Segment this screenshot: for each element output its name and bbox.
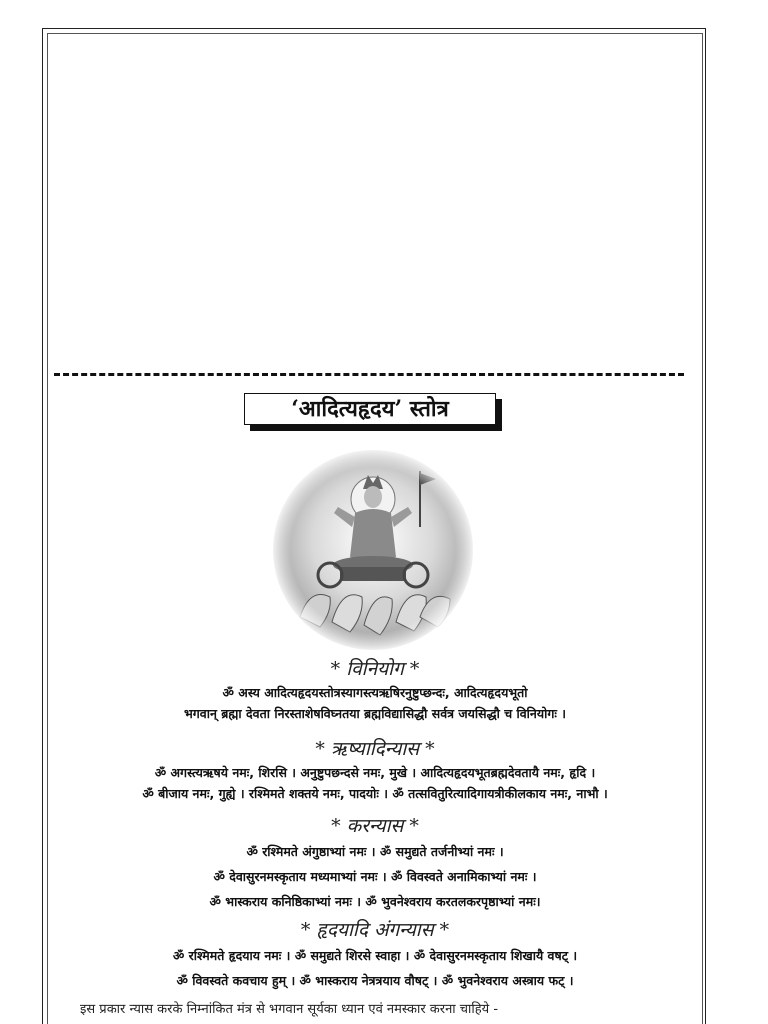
rishyadi-nyas-section — [48, 736, 702, 804]
title-box — [244, 393, 502, 431]
karanyas-line-3: ॐ भास्कराय कनिष्ठिकाभ्यां नमः । ॐ भुवनेश्वराय करतलकरपृष्ठाभ्यां नमः। — [209, 894, 541, 909]
karanyas-line-2: ॐ देवासुरनमस्कृताय मध्यमाभ्यां नमः । ॐ विवस्वते अनामिकाभ्यां नमः । — [213, 869, 537, 884]
dashed-cut-line — [54, 373, 684, 376]
rishyadi-nyas-line-2: ॐ बीजाय नमः, गुह्ये । रश्मिमते शक्तये नमः, पादयोः । ॐ तत्सवितुरित्यादिगायत्रीकीलकाय नमः, नाभौ । — [142, 786, 608, 801]
closing-instruction: इस प्रकार न्यास करके निम्नांकित मंत्र से भगवान सूर्यका ध्यान एवं नमस्कार करना चाहिये - — [80, 1002, 499, 1017]
hridayadi-angnyas-heading: * हृदयादि अंगन्यास * — [300, 919, 450, 941]
karanyas-heading: * करन्यास * — [331, 815, 419, 837]
viniyog-line-1: ॐ अस्य आदित्यहृदयस्तोत्रस्यागस्त्यऋषिरनुष्टुप्छन्दः, आदित्यहृदयभूतो — [222, 685, 528, 700]
rishyadi-nyas-heading: * ऋष्यादिन्यास * — [315, 738, 435, 760]
page-title: ‘आदित्यहृदय’ स्तोत्र — [244, 393, 496, 425]
surya-deity-image — [270, 447, 476, 653]
viniyog-line-2: भगवान् ब्रह्मा देवता निरस्ताशेषविघ्नतया ब्रह्मविद्यासिद्धौ सर्वत्र जयसिद्धौ च विनियोगः । — [183, 706, 566, 721]
karanyas-section — [48, 813, 702, 914]
hridayadi-angnyas-line-1: ॐ रश्मिमते हृदयाय नमः । ॐ समुद्यते शिरसे स्वाहा । ॐ देवासुरनमस्कृताय शिखायै वषट् । — [172, 948, 578, 963]
hridayadi-angnyas-section — [48, 917, 702, 993]
rishyadi-nyas-line-1: ॐ अगस्त्यऋषये नमः, शिरसि । अनुष्टुपछन्दसे नमः, मुखे । आदित्यहृदयभूतब्रह्मदेवतायै नमः, हृदि । — [154, 765, 596, 780]
viniyog-heading: * विनियोग * — [330, 658, 420, 680]
hridayadi-angnyas-line-2: ॐ विवस्वते कवचाय हुम् । ॐ भास्कराय नेत्रत्रयाय वौषट् । ॐ भुवनेश्वराय अस्त्राय फट् । — [176, 973, 574, 988]
karanyas-line-1: ॐ रश्मिमते अंगुष्ठाभ्यां नमः । ॐ समुद्यते तर्जनीभ्यां नमः । — [246, 844, 504, 859]
viniyog-section — [48, 656, 702, 724]
